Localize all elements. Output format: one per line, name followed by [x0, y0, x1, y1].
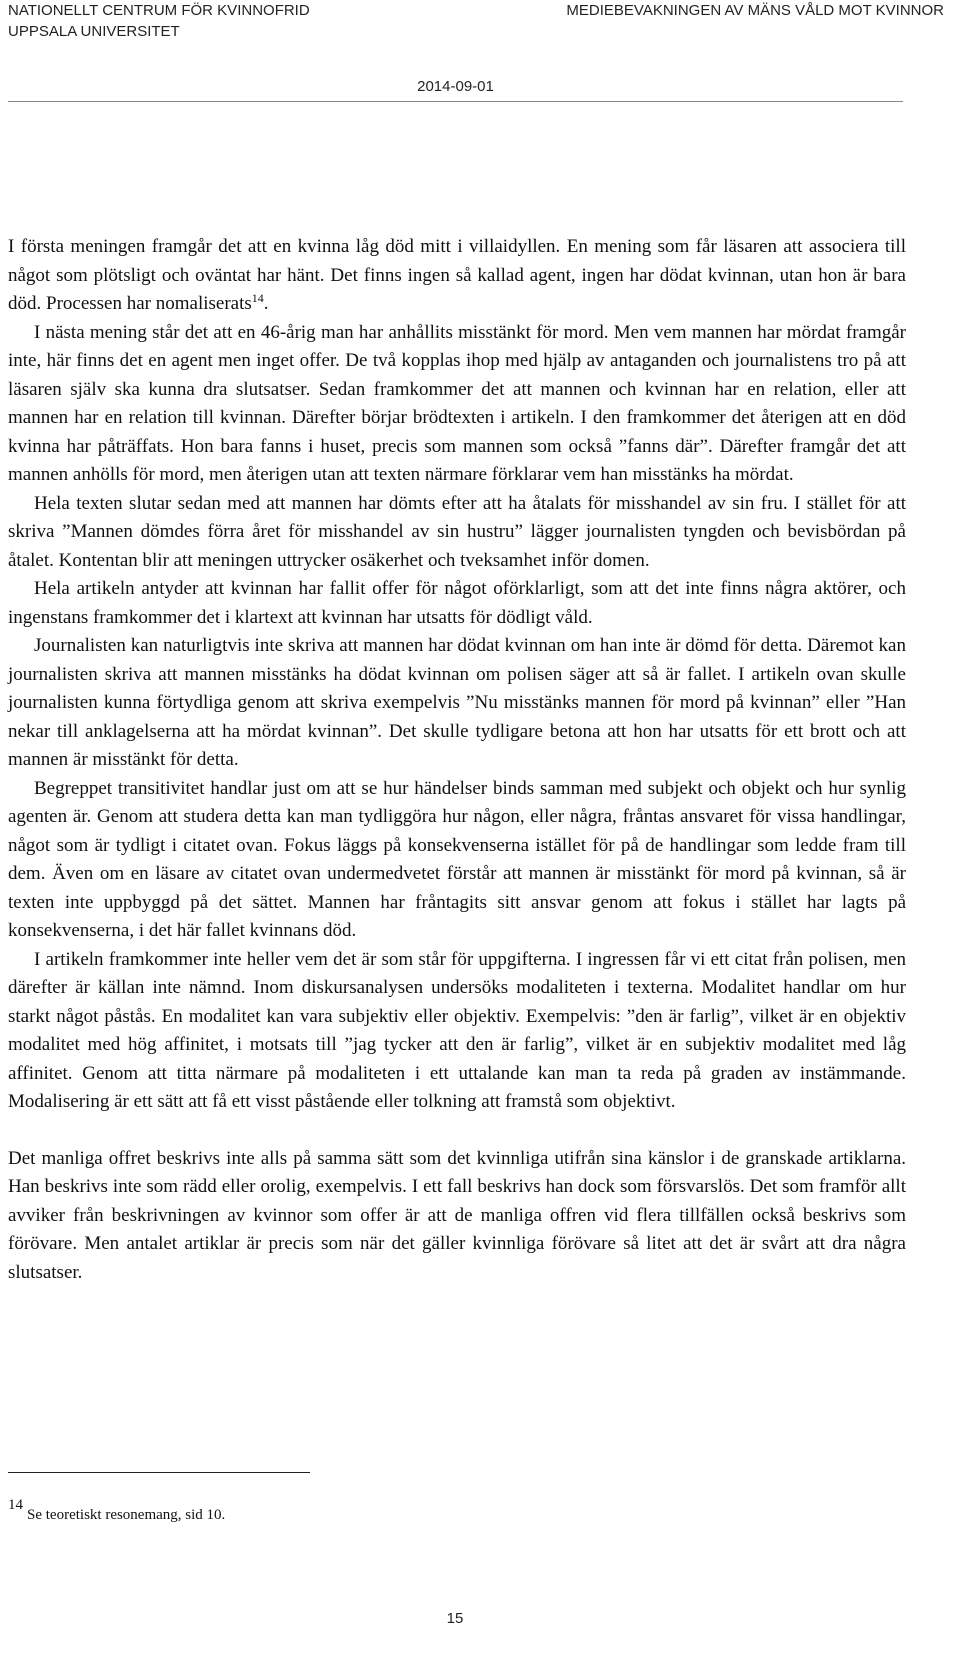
header-left — [8, 0, 310, 42]
header-divider — [8, 101, 903, 102]
paragraph: I första meningen framgår det att en kvinna låg död mitt i villaidyllen. En mening som får läsaren att associera till något som plötsligt och oväntat har hänt. Det finns ingen så kallad agent, ingen har dödat kvinnan, utan hon är bara död. Processen har nomaliserats$^{14}$. — [8, 236, 906, 314]
page-number: 15 — [446, 1610, 464, 1627]
footnote — [8, 1497, 225, 1524]
footnote-number: 14 — [8, 1497, 23, 1513]
header-report-title: MEDIEBEVAKNINGEN AV MÄNS VÅLD MOT KVINNOR — [566, 2, 944, 19]
footnote-reference[interactable]: 14 — [251, 291, 264, 305]
header-date: 2014-09-01 — [417, 78, 494, 95]
paragraph: Begreppet transitivitet handlar just om att se hur händelser binds samman med subjekt och objekt och hur synlig agenten är. Genom att studera detta kan man tydliggöra hur någon, eller några, fråntas ansvaret för vissa handlingar, något som är tydligt i citatet ovan. Fokus läggs på konsekvenserna istället för på de handlingar som ledde fram till dem. Även om en läsare av citatet ovan undermedvetet förstår att mannen är misstänkt för mord på kvinnan, så är texten inte uppbyggd på det sättet. Mannen har fråntagits sitt ansvar genom att fokus i stället har lagts på konsekvenserna, i det här fallet kvinnans död. — [8, 777, 906, 941]
footnote-text: Se teoretiskt resonemang, sid 10. — [27, 1507, 226, 1523]
paragraph: Hela texten slutar sedan med att mannen har dömts efter att ha åtalats för misshandel av sin fru. I stället för att skriva ”Mannen dömdes förra året för misshandel av sin hustru” lägger journalisten tyngden och bevisbördan på åtalet. Kontentan blir att meningen uttrycker osäkerhet och tveksamhet inför domen. — [8, 492, 906, 571]
footnote-divider — [8, 1472, 310, 1473]
paragraph: I artikeln framkommer inte heller vem det är som står för uppgifterna. I ingressen får vi ett citat från polisen, men därefter är källan inte nämnd. Inom diskursanalysen undersöks modaliteten i texterna. Modalitet handlar om hur starkt något påstås. En modalitet kan vara subjektiv eller objektiv. Exempelvis: ”den är farlig”, vilket är en objektiv modalitet med hög affinitet, i motsats till ”jag tycker att den är farlig”, vilket är en subjektiv modalitet med låg affinitet. Genom att titta närmare på modaliteten i ett uttalande kan man ta reda på graden av instämmande. Modalisering är ett sätt att få ett visst påstående eller tolkning att framstå som objektivt. — [8, 948, 906, 1112]
paragraph: Hela artikeln antyder att kvinnan har fallit offer för något oförklarligt, som att det inte finns några aktörer, och ingenstans framkommer det i klartext att kvinnan har utsatts för dödligt våld. — [8, 578, 906, 628]
paragraph: Journalisten kan naturligtvis inte skriva att mannen har dödat kvinnan om han inte är dömd för detta. Däremot kan journalisten skriva att mannen misstänks ha dödat kvinnan om polisen säger att så är fallet. I artikeln ovan skulle journalisten kunna förtydliga genom att skriva exempelvis ”Nu misstänks mannen för mord på kvinnan” eller ”Han nekar till anklagelserna att ha mördat kvinnan”. Det skulle tydligare betona att hon har utsatts för ett brott och att mannen är misstänkt för detta. — [8, 635, 906, 770]
paragraph: I nästa mening står det att en 46-årig man har anhållits misstänkt för mord. Men vem mannen har mördat framgår inte, här finns det en agent men inget offer. De två kopplas ihop med hjälp av antaganden och journalistens tro på att läsaren själv ska kunna dra slutsatser. Sedan framkommer det att mannen och kvinnan har en relation, eller att mannen har en relation till kvinnan. Därefter börjar brödtexten i artikeln. I den framkommer det återigen att en död kvinna har påträffats. Hon bara fanns i huset, precis som mannen som också ”fanns där”. Därefter framgår det att mannen anhölls för mord, men återigen utan att texten närmare förklarar vem han misstänks ha mördat. — [8, 321, 906, 485]
header-institution: NATIONELLT CENTRUM FÖR KVINNOFRID — [8, 2, 310, 19]
header-university: UPPSALA UNIVERSITET — [8, 23, 180, 40]
paragraph: Det manliga offret beskrivs inte alls på samma sätt som det kvinnliga utifrån sina känslor i de granskade artiklarna. Han beskrivs inte som rädd eller orolig, exempelvis. I ett fall beskrivs han dock som försvarslös. Det som framför allt avviker från beskrivningen av kvinnor som offer är att de manliga offren vid flera tillfällen också beskrivs som förövare. Men antalet artiklar är precis som när det gäller kvinnliga förövare så litet att det är svårt att dra några slutsatser. — [8, 1147, 906, 1283]
body-text — [8, 233, 906, 1287]
